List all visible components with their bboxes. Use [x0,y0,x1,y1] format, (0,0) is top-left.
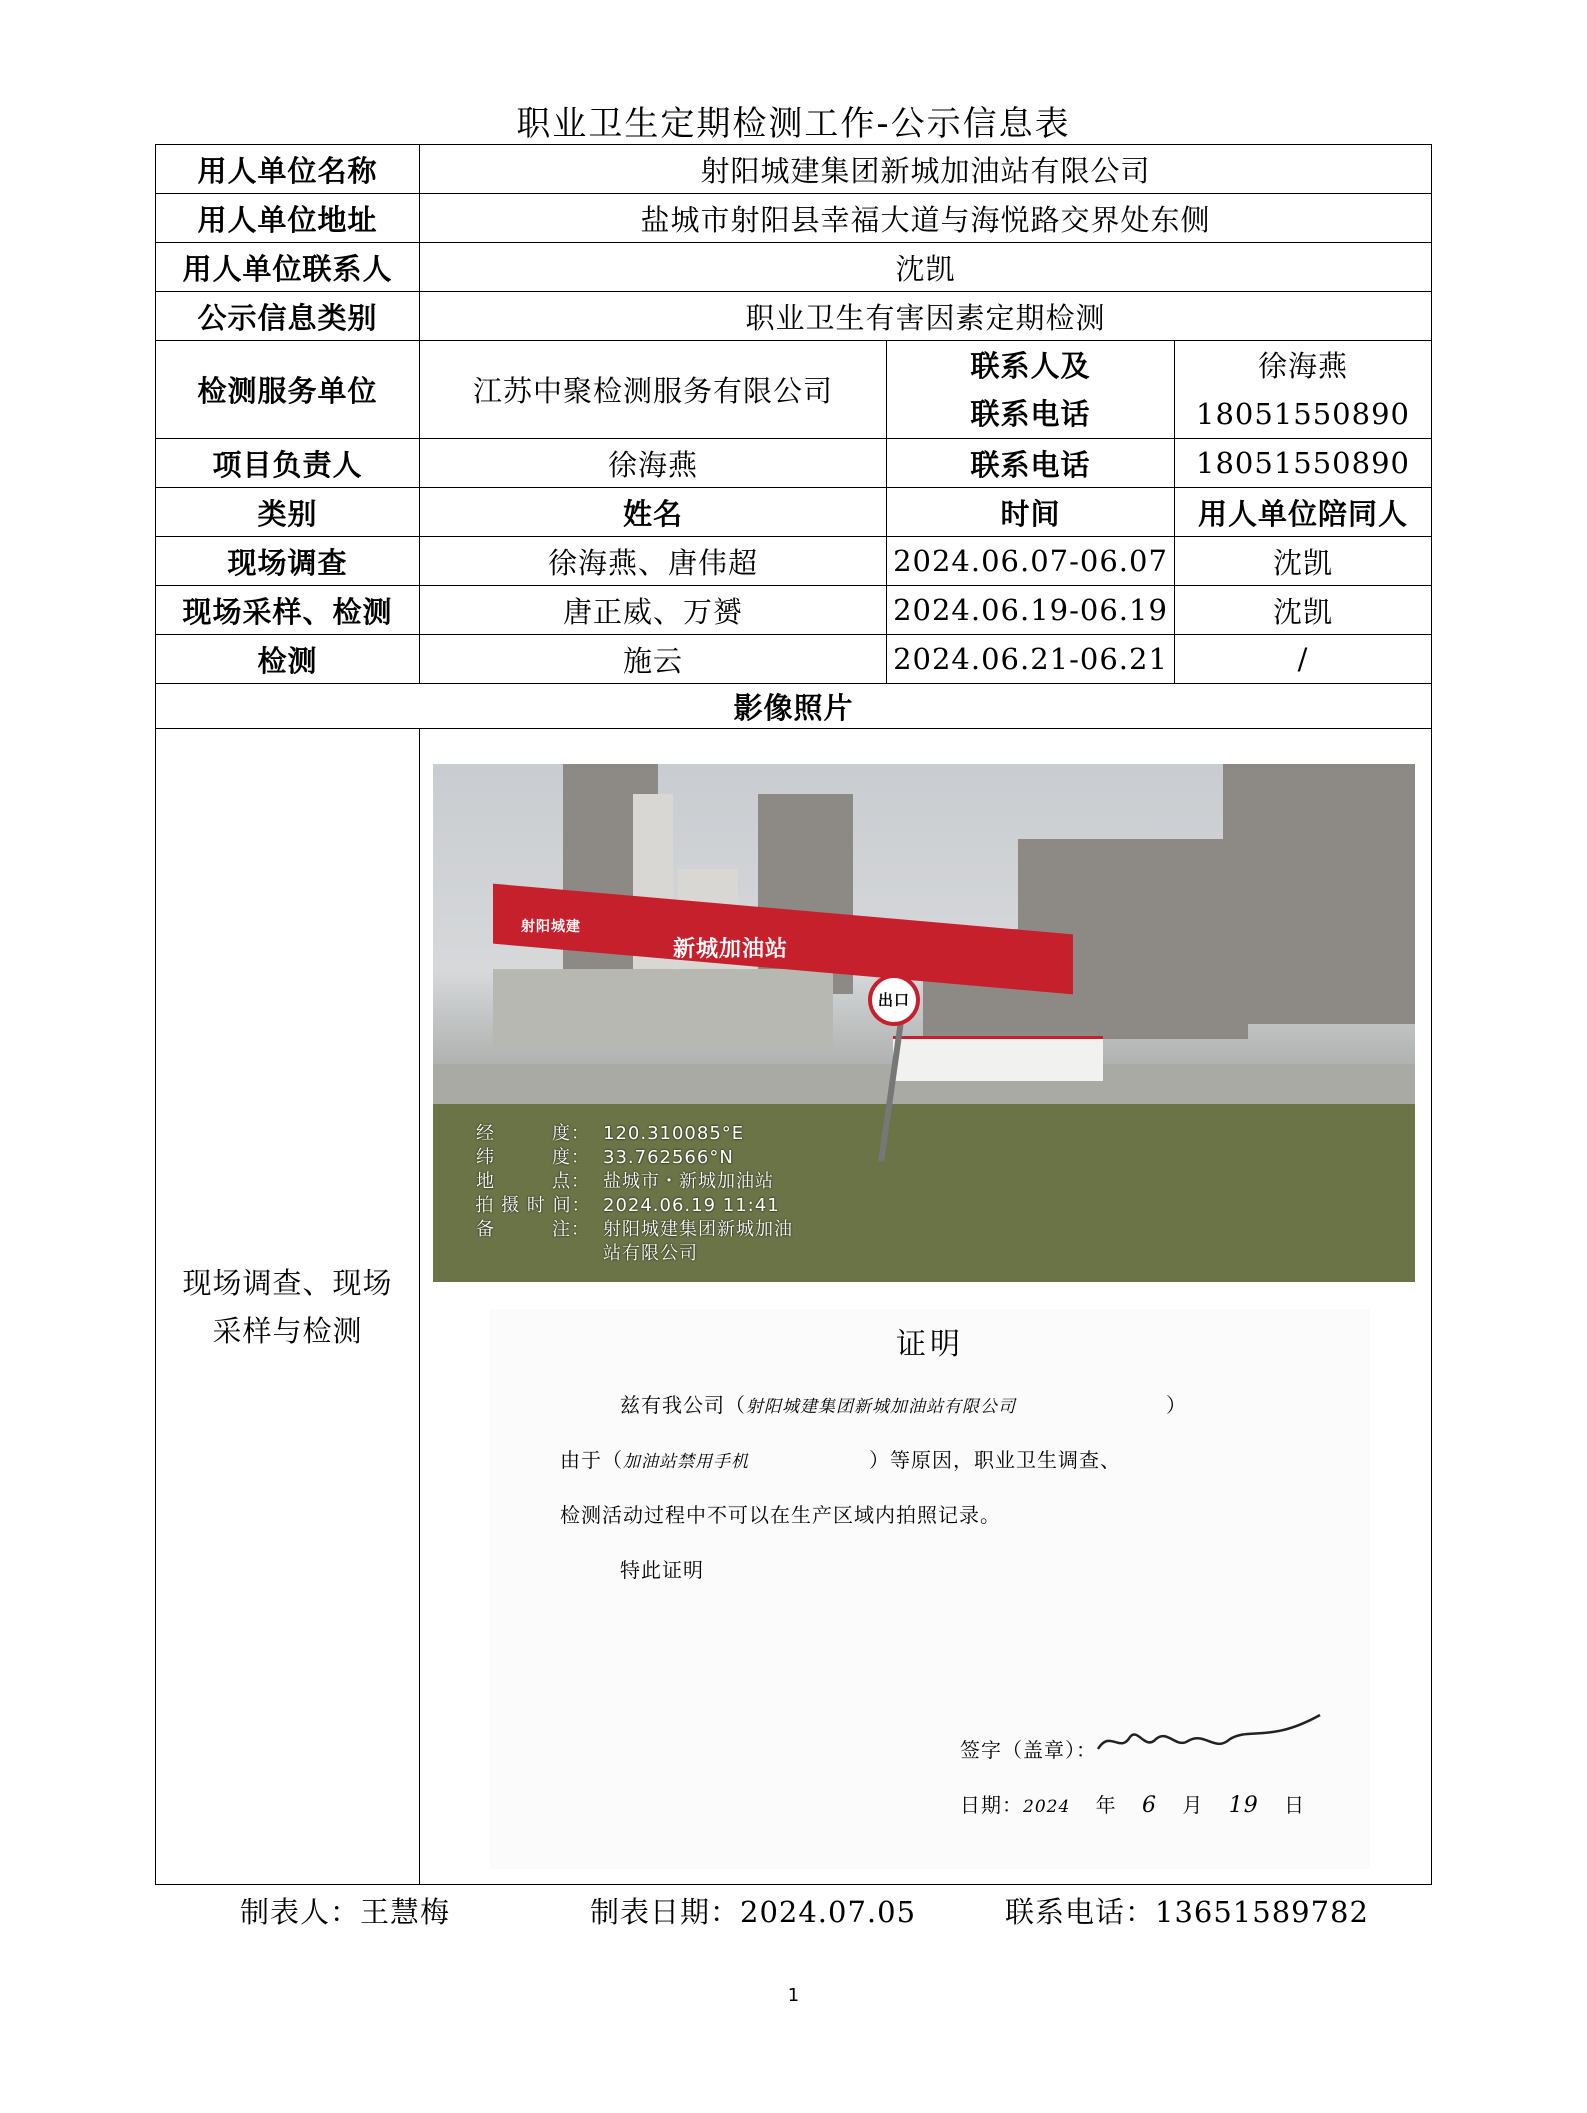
certificate-line-2 [560,1444,1121,1473]
employer-address-value: 盐城市射阳县幸福大道与海悦路交界处东侧 [420,194,1432,243]
handwritten-reason: 加油站禁用手机 [623,1452,749,1472]
schedule-name: 唐正威、万赟 [420,586,887,635]
employer-name-label: 用人单位名称 [156,145,420,194]
service-contact-phone: 18051550890 [1196,396,1410,431]
certificate-sign-label: 签字（盖章）： [960,1738,1097,1762]
month-unit: 月 [1182,1793,1204,1817]
certificate-line-1-prefix: 兹有我公司（ [620,1393,746,1417]
photo-section-header: 影像照片 [156,684,1432,729]
service-unit-value: 江苏中聚检测服务有限公司 [420,341,887,439]
schedule-accompany: 沈凯 [1175,537,1432,586]
service-contact-value [1175,341,1432,439]
low-building [893,1036,1103,1081]
employer-name-value: 射阳城建集团新城加油站有限公司 [420,145,1432,194]
stamp-value: 2024.06.19 11:41 [603,1195,780,1216]
schedule-name: 徐海燕、唐伟超 [420,537,887,586]
employer-address-label: 用人单位地址 [156,194,420,243]
canopy-sign-text: 新城加油站 [673,937,789,962]
handwritten-day: 19 [1228,1793,1259,1818]
stamp-value: 33.762566°N [603,1147,734,1168]
info-category-value: 职业卫生有害因素定期检测 [420,292,1432,341]
schedule-accompany: / [1175,635,1432,684]
project-lead-phone-label: 联系电话 [887,439,1175,488]
schedule-category: 现场调查 [156,537,420,586]
certificate-heading: 证明 [896,1327,964,1362]
certificate-line-4: 特此证明 [620,1558,704,1582]
project-lead-label: 项目负责人 [156,439,420,488]
certificate-line-3: 检测活动过程中不可以在生产区域内拍照记录。 [560,1503,1001,1527]
certificate-line-2-prefix: 由于（ [560,1448,623,1472]
photo-section-label-1: 现场调查、现场 [182,1265,393,1300]
exit-sign: 出口 [868,974,920,1026]
photo-section-label-2: 采样与检测 [212,1313,363,1348]
handwritten-year: 2024 [1023,1797,1071,1817]
photo-section-content [420,729,1432,1885]
footer-date: 制表日期：2024.07.05 [590,1895,917,1929]
employer-contact-value: 沈凯 [420,243,1432,292]
row-service-unit [156,341,1432,439]
date-label: 日期： [960,1793,1023,1817]
stamp-key: 经 度： [476,1123,590,1144]
footer-maker: 制表人：王慧梅 [240,1895,451,1929]
photo-watermark-stamp [463,1122,793,1266]
schedule-time: 2024.06.21-06.21 [887,635,1175,684]
certificate-line-1 [620,1389,1187,1418]
schedule-name: 施云 [420,635,887,684]
table-row [156,635,1432,684]
row-project-lead [156,439,1432,488]
info-table [155,144,1432,1885]
service-contact-name: 徐海燕 [1258,348,1349,383]
canopy-logo: 射阳城建 [521,919,581,935]
certificate-date [960,1789,1305,1818]
schedule-category: 检测 [156,635,420,684]
schedule-header-name: 姓名 [420,488,887,537]
stamp-key: 地 点： [476,1171,590,1192]
footer-phone: 联系电话：13651589782 [1005,1895,1369,1929]
certificate-line-1-suffix: ） [1166,1393,1187,1417]
schedule-header-row [156,488,1432,537]
row-employer-name [156,145,1432,194]
row-employer-address [156,194,1432,243]
schedule-category: 现场采样、检测 [156,586,420,635]
day-unit: 日 [1284,1793,1306,1817]
row-info-category [156,292,1432,341]
service-unit-label: 检测服务单位 [156,341,420,439]
schedule-header-accompany: 用人单位陪同人 [1175,488,1432,537]
stamp-key [463,1242,603,1266]
stamp-key: 纬 度： [476,1147,590,1168]
stamp-value: 120.310085°E [603,1123,745,1144]
row-employer-contact [156,243,1432,292]
service-contact-label-1: 联系人及 [970,348,1091,383]
stamp-value: 站有限公司 [603,1243,698,1264]
page-title: 职业卫生定期检测工作-公示信息表 [516,104,1071,144]
info-category-label: 公示信息类别 [156,292,420,341]
table-row [156,586,1432,635]
page-number: 1 [787,1985,800,2006]
year-unit: 年 [1095,1793,1117,1817]
stamp-key: 备 注： [476,1219,590,1240]
building-shape [633,794,673,994]
stamp-value: 盐城市・新城加油站 [603,1171,774,1192]
employer-contact-label: 用人单位联系人 [156,243,420,292]
schedule-header-category: 类别 [156,488,420,537]
certificate-scan [490,1309,1370,1869]
photo-section-label [156,729,420,1885]
schedule-header-time: 时间 [887,488,1175,537]
project-lead-value: 徐海燕 [420,439,887,488]
handwritten-month: 6 [1141,1793,1157,1818]
service-contact-label-2: 联系电话 [970,396,1091,431]
photo-section-row [156,729,1432,1885]
photo-section-header-row [156,684,1432,729]
building-shape [1223,764,1415,1024]
project-lead-phone: 18051550890 [1175,439,1432,488]
schedule-time: 2024.06.19-06.19 [887,586,1175,635]
certificate-line-2-suffix: ）等原因，职业卫生调查、 [869,1448,1121,1472]
table-row [156,537,1432,586]
station-building [493,969,833,1049]
handwritten-signature [1090,1709,1330,1769]
stamp-key: 拍 摄 时 间： [475,1195,591,1216]
schedule-accompany: 沈凯 [1175,586,1432,635]
stamp-value: 射阳城建集团新城加油 [603,1219,793,1240]
handwritten-company: 射阳城建集团新城加油站有限公司 [746,1397,1016,1417]
site-photo [433,764,1415,1282]
service-contact-label [887,341,1175,439]
schedule-time: 2024.06.07-06.07 [887,537,1175,586]
